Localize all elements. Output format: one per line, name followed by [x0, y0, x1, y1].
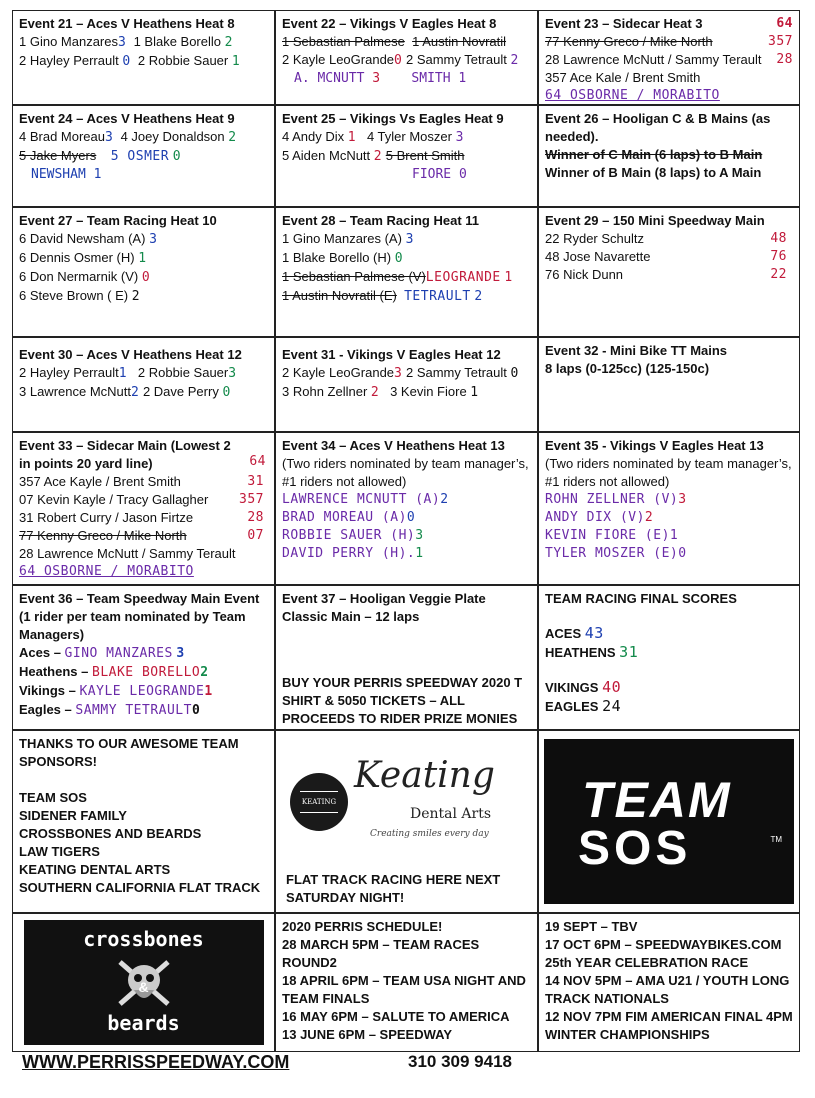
score: 1 — [458, 71, 467, 86]
rider-line — [282, 128, 531, 147]
crossbones-top: crossbones — [83, 927, 204, 951]
handwritten-rider: KEVIN FIORE (E) — [545, 528, 670, 543]
handwritten-rider: 64 OSBORNE / MORABITO — [19, 564, 194, 579]
crossbones-mid: & — [138, 979, 149, 995]
handwritten-line — [282, 70, 531, 88]
event-title: Event 32 - Mini Bike TT Mains — [545, 343, 728, 358]
rider: 6 Steve Brown ( E) — [19, 288, 129, 303]
event-21-cell — [12, 10, 275, 105]
event-title: Event 26 – Hooligan C & B Mains (as needed). — [545, 111, 771, 144]
promo-text: BUY YOUR PERRIS SPEEDWAY 2020 T SHIRT & 5050 TICKETS – ALL PROCEEDS TO RIDER PRIZE MONIES — [282, 675, 523, 726]
score: 2 — [370, 385, 380, 400]
final-scores-cell — [538, 585, 800, 730]
rule-line: Winner of B Main (8 laps) to A Main — [545, 165, 762, 180]
rider: 1 Sebastian Palmese (V) — [282, 269, 426, 284]
sponsor-item: LAW TIGERS — [19, 844, 100, 859]
rider: 4 Brad Moreau — [19, 129, 105, 144]
sponsors-cell — [12, 730, 275, 913]
rider: 5 Jake Myers — [19, 148, 97, 163]
event-32-cell — [538, 337, 800, 432]
event-title: Event 36 – Team Speedway Main Event (1 rider per team nominated by Team Managers) — [19, 591, 260, 642]
rider-line — [282, 545, 531, 563]
rider: 3 Rohn Zellner — [282, 384, 368, 399]
rider-line — [19, 52, 268, 71]
handwritten-rider: ROBBIE SAUER (H) — [282, 528, 416, 543]
crossbones-cell — [12, 913, 275, 1052]
final-scores-title: TEAM RACING FINAL SCORES — [545, 591, 737, 606]
event-27-cell — [12, 207, 275, 337]
sponsors-title: THANKS TO OUR AWESOME TEAM SPONSORS! — [19, 736, 239, 769]
event-title: Event 30 – Aces V Heathens Heat 12 — [19, 347, 242, 362]
rider: 2 Sammy Tetrault — [405, 52, 507, 67]
score: 0 — [458, 167, 467, 182]
team-name: HEATHENS — [545, 645, 616, 660]
score: 1 — [138, 251, 147, 266]
handwritten-line — [545, 87, 793, 105]
rider-line — [19, 545, 268, 563]
score: 1 — [504, 270, 513, 285]
rider-line — [282, 527, 531, 545]
sponsor-item: CROSSBONES AND BEARDS — [19, 826, 202, 841]
team-name: ACES — [545, 626, 582, 641]
rider: 2 Hayley Perrault — [19, 365, 119, 380]
rider: 1 Sebastian Palmese — [282, 34, 405, 49]
event-title: Event 31 - Vikings V Eagles Heat 12 — [282, 347, 501, 362]
handwritten-rider: 5 OSMER — [110, 149, 170, 164]
keating-sub: Dental Arts — [410, 806, 492, 822]
rider: 2 Dave Perry — [142, 384, 219, 399]
rider: 5 Brent Smith — [385, 148, 465, 163]
rider-line — [19, 128, 268, 147]
rider-line — [545, 248, 793, 266]
team-score — [545, 678, 793, 697]
rider-line — [545, 491, 793, 509]
event-33-cell — [12, 432, 275, 585]
rider: 3 Lawrence McNutt — [19, 384, 131, 399]
score: 31 — [619, 643, 639, 661]
rider: 5 Aiden McNutt — [282, 148, 371, 163]
score: 2 — [224, 35, 233, 50]
event-24-cell — [12, 105, 275, 207]
rider: 2 Kayle LeoGrande — [282, 365, 395, 380]
rider: 48 Jose Navarette — [545, 249, 651, 264]
event-title: Event 29 – 150 Mini Speedway Main — [545, 213, 765, 228]
rider-line — [19, 287, 268, 306]
team-sos-line2: SOS — [578, 822, 692, 875]
schedule-title: 2020 PERRIS SCHEDULE! — [282, 919, 443, 934]
handwritten-rider: SAMMY TETRAULT — [75, 703, 192, 718]
rider: 07 Kevin Kayle / Tracy Gallagher — [19, 492, 209, 507]
team-sos-logo — [544, 739, 794, 904]
team-line — [19, 682, 268, 701]
rider: 1 Gino Manzares — [19, 34, 118, 49]
rider: 1 Blake Borello — [133, 34, 222, 49]
team-name: VIKINGS — [545, 680, 599, 695]
team-sos-tm: TM — [770, 835, 782, 844]
rider-line — [19, 33, 268, 52]
team-score — [545, 697, 793, 716]
handwritten-rider: KAYLE LEOGRANDE — [79, 684, 205, 699]
rider-line — [545, 230, 793, 248]
event-35-cell — [538, 432, 800, 585]
handwritten-line — [19, 563, 268, 581]
team-name: Vikings – — [19, 683, 76, 698]
rider: 4 Joey Donaldson — [120, 129, 225, 144]
event-36-cell — [12, 585, 275, 730]
event-26-cell — [538, 105, 800, 207]
rider: 6 Dennis Osmer (H) — [19, 250, 135, 265]
website-link[interactable] — [22, 1052, 289, 1073]
score: 3 — [176, 646, 185, 661]
rider: 2 Robbie Sauer — [137, 53, 229, 68]
score: 2 — [131, 289, 141, 304]
schedule-item: 16 MAY 6PM – SALUTE TO AMERICA — [282, 1009, 510, 1024]
handwritten-rider: 64 OSBORNE / MORABITO — [545, 88, 720, 103]
rider-line — [282, 51, 531, 70]
score: 1 — [93, 167, 102, 182]
handwritten-rider: SMITH — [411, 71, 451, 86]
team-name: Eagles – — [19, 702, 72, 717]
handwritten-rider: BLAKE BORELLO — [92, 665, 201, 680]
score: 0 — [678, 546, 687, 561]
rider: 1 Austin Novratil (E) — [282, 288, 397, 303]
rider: 3 Kevin Fiore — [390, 384, 467, 399]
rider-line — [282, 287, 531, 306]
score: 1 — [470, 385, 479, 400]
score: 2 — [200, 665, 209, 680]
event-37-cell — [275, 585, 538, 730]
score: 24 — [602, 697, 622, 715]
event-title: Event 27 – Team Racing Heat 10 — [19, 213, 217, 228]
team-line — [19, 701, 268, 720]
rider-line — [19, 268, 268, 287]
handwritten-rider: FIORE — [412, 167, 452, 182]
rider-line — [282, 230, 531, 249]
handwritten-rider: DAVID PERRY (H). — [282, 546, 416, 561]
event-23-cell — [538, 10, 800, 105]
sponsor-item: TEAM SOS — [19, 790, 87, 805]
score: 64 — [776, 16, 793, 31]
event-note: (Two riders nominated by team manager’s, #1 riders not allowed) — [545, 456, 792, 489]
keating-seal-text: KEATING — [300, 791, 338, 813]
rider-line — [282, 147, 531, 166]
website-url[interactable]: WWW.PERRISSPEEDWAY.COM — [22, 1052, 290, 1072]
rider-line — [545, 509, 793, 527]
score: 0 — [222, 385, 231, 400]
program-grid — [12, 10, 800, 1052]
schedule-item: 17 OCT 6PM – SPEEDWAYBIKES.COM 25th YEAR CELEBRATION RACE — [545, 937, 782, 970]
event-title: Event 24 – Aces V Heathens Heat 9 — [19, 111, 235, 126]
rider: 28 Lawrence McNutt / Sammy Terault — [545, 52, 762, 67]
score: 1 — [118, 366, 128, 381]
score: 40 — [602, 678, 622, 696]
schedule-left-cell — [275, 913, 538, 1052]
event-title: Event 35 - Vikings V Eagles Heat 13 — [545, 438, 764, 453]
rider-line — [282, 249, 531, 268]
rider-line — [545, 51, 793, 69]
keating-seal-icon — [290, 773, 348, 831]
rider: 6 David Newsham (A) — [19, 231, 146, 246]
score: 2 — [440, 492, 449, 507]
score: 357 — [768, 34, 793, 49]
sponsor-item: KEATING DENTAL ARTS — [19, 862, 171, 877]
rider-line — [19, 491, 268, 509]
handwritten-rider: ANDY DIX (V) — [545, 510, 645, 525]
rider-line — [19, 509, 268, 527]
rider-line — [282, 364, 531, 383]
rider: 77 Kenny Greco / Mike North — [545, 34, 713, 49]
handwritten-rider: GINO MANZARES — [64, 646, 173, 661]
handwritten-rider: BRAD MOREAU (A) — [282, 510, 407, 525]
rider: 77 Kenny Greco / Mike North — [19, 528, 187, 543]
score: 3 — [405, 232, 414, 247]
rider: 28 Lawrence McNutt / Sammy Terault — [19, 546, 236, 561]
event-title: Event 28 – Team Racing Heat 11 — [282, 213, 480, 228]
keating-tagline: Creating smiles every day — [370, 829, 489, 839]
score: 76 — [770, 249, 787, 264]
next-race-text: FLAT TRACK RACING HERE NEXT SATURDAY NIGHT! — [286, 872, 501, 905]
rider-line — [545, 69, 793, 87]
score: 3 — [149, 232, 158, 247]
score: 3 — [455, 130, 464, 145]
rider: 22 Ryder Schultz — [545, 231, 644, 246]
rider: 2 Sammy Tetrault — [405, 365, 507, 380]
rider: 76 Nick Dunn — [545, 267, 624, 282]
score: 2 — [131, 385, 140, 400]
rider-line — [19, 473, 268, 491]
score: 3 — [678, 492, 687, 507]
event-title: Event 34 – Aces V Heathens Heat 13 — [282, 438, 505, 453]
score: 2 — [510, 53, 519, 68]
score: 3 — [372, 71, 381, 86]
score: 1 — [415, 546, 424, 561]
score: 0 — [394, 251, 404, 266]
handwritten-rider: TETRAULT — [404, 289, 471, 304]
rider: 4 Andy Dix — [282, 129, 345, 144]
rider-line — [282, 509, 531, 527]
rider-line — [545, 266, 793, 284]
rider-line — [19, 249, 268, 268]
handwritten-rider: A. MCNUTT — [294, 71, 365, 86]
score: 48 — [770, 231, 787, 246]
score: 28 — [776, 52, 793, 67]
rider: 1 Gino Manzares (A) — [282, 231, 402, 246]
rider: 6 Don Nermarnik (V) — [19, 269, 139, 284]
score: 0 — [406, 510, 416, 525]
score: 357 — [239, 492, 264, 507]
rider-line — [282, 491, 531, 509]
event-title — [545, 15, 793, 33]
score: 28 — [247, 510, 264, 525]
keating-name: Keating — [354, 755, 495, 796]
team-score — [545, 624, 793, 643]
rider-line — [19, 230, 268, 249]
event-title: Event 37 – Hooligan Veggie Plate Classic Main – 12 laps — [282, 591, 486, 624]
rider-line — [19, 527, 268, 545]
score: 0 — [510, 366, 519, 381]
team-sos-cell — [538, 730, 800, 913]
score: 31 — [247, 474, 264, 489]
team-line — [19, 663, 268, 682]
event-28-cell — [275, 207, 538, 337]
handwritten-rider: TYLER MOSZER (E) — [545, 546, 679, 561]
team-score — [545, 643, 793, 662]
event-29-cell — [538, 207, 800, 337]
event-title: Event 21 – Aces V Heathens Heat 8 — [19, 16, 235, 31]
team-name: Heathens – — [19, 664, 89, 679]
score: 3 — [228, 366, 237, 381]
schedule-item: 13 JUNE 6PM – SPEEDWAY — [282, 1027, 453, 1042]
score: 1 — [231, 54, 241, 69]
sponsor-item: SIDENER FAMILY — [19, 808, 127, 823]
rider: 2 Robbie Sauer — [137, 365, 229, 380]
score: 1 — [347, 130, 357, 145]
rider-line — [282, 268, 531, 287]
rider: 1 Blake Borello (H) — [282, 250, 392, 265]
schedule-item: 18 APRIL 6PM – TEAM USA NIGHT AND TEAM FINALS — [282, 973, 526, 1006]
schedule-item: 14 NOV 5PM – AMA U21 / YOUTH LONG TRACK NATIONALS — [545, 973, 790, 1006]
keating-cell — [275, 730, 538, 913]
rider: 1 Austin Novratil — [412, 34, 507, 49]
team-line — [19, 644, 268, 663]
phone-number: 310 309 9418 — [408, 1052, 512, 1071]
event-30-cell — [12, 337, 275, 432]
score: 43 — [584, 624, 604, 642]
event-31-cell — [275, 337, 538, 432]
score: 0 — [394, 53, 403, 68]
score: 3 — [394, 366, 403, 381]
keating-logo — [290, 755, 530, 839]
score: 3 — [118, 35, 127, 50]
rider: 357 Ace Kale / Brent Smith — [545, 70, 701, 85]
rider-line — [545, 527, 793, 545]
team-name: Aces – — [19, 645, 61, 660]
score: 0 — [191, 703, 201, 718]
event-note: (Two riders nominated by team manager’s, #1 riders not allowed) — [282, 456, 529, 489]
rider: 2 Kayle LeoGrande — [282, 52, 395, 67]
handwritten-rider: ROHN ZELLNER (V) — [545, 492, 679, 507]
handwritten-rider: LAWRENCE MCNUTT (A) — [282, 492, 441, 507]
rider: 31 Robert Curry / Jason Firtze — [19, 510, 194, 525]
score: 0 — [172, 149, 182, 164]
rider-line — [282, 383, 531, 402]
schedule-item: 12 NOV 7PM FIM AMERICAN FINAL 4PM WINTER CHAMPIONSHIPS — [545, 1009, 793, 1042]
rider-line — [19, 383, 268, 402]
crossbones-bottom: beards — [107, 1011, 180, 1035]
score: 2 — [644, 510, 654, 525]
rider-line — [545, 33, 793, 51]
event-25-cell — [275, 105, 538, 207]
rider-line — [19, 147, 268, 166]
score: 2 — [474, 289, 483, 304]
score: 1 — [669, 528, 679, 543]
handwritten-line — [19, 166, 268, 184]
score: 0 — [122, 54, 131, 69]
score: 22 — [770, 267, 787, 282]
rule-line: Winner of C Main (6 laps) to B Main — [545, 147, 763, 162]
crossbones-logo — [24, 920, 264, 1045]
score: 2 — [228, 130, 237, 145]
sponsor-item: SOUTHERN CALIFORNIA FLAT TRACK — [19, 880, 261, 895]
score: 07 — [247, 528, 264, 543]
handwritten-line — [282, 166, 531, 184]
score: 64 — [249, 454, 266, 469]
handwritten-rider: LEOGRANDE — [425, 270, 501, 285]
rider-line — [545, 545, 793, 563]
rider: 4 Tyler Moszer — [366, 129, 452, 144]
score: 3 — [105, 130, 114, 145]
schedule-item: 19 SEPT – TBV — [545, 919, 638, 934]
rider: 357 Ace Kayle / Brent Smith — [19, 474, 181, 489]
team-sos-line1: TEAM — [582, 772, 732, 828]
rider-line — [19, 364, 268, 383]
rule-line: 8 laps (0-125cc) (125-150c) — [545, 361, 710, 376]
rider: 2 Hayley Perrault — [19, 53, 119, 68]
event-title: Event 33 – Sidecar Main (Lowest 2 in points 20 yard line) — [19, 438, 231, 471]
score: 1 — [204, 684, 213, 699]
event-title: Event 25 – Vikings Vs Eagles Heat 9 — [282, 111, 504, 126]
event-34-cell — [275, 432, 538, 585]
event-title-text: Event 23 – Sidecar Heat 3 — [545, 16, 703, 31]
score: 3 — [415, 528, 424, 543]
score: 2 — [373, 149, 383, 164]
team-name: EAGLES — [545, 699, 599, 714]
event-title: Event 22 – Vikings V Eagles Heat 8 — [282, 16, 497, 31]
score: 0 — [141, 270, 151, 285]
schedule-item: 28 MARCH 5PM – TEAM RACES ROUND2 — [282, 937, 480, 970]
event-22-cell — [275, 10, 538, 105]
handwritten-rider: NEWSHAM — [31, 167, 86, 182]
schedule-right-cell — [538, 913, 800, 1052]
rider-line — [282, 33, 531, 51]
